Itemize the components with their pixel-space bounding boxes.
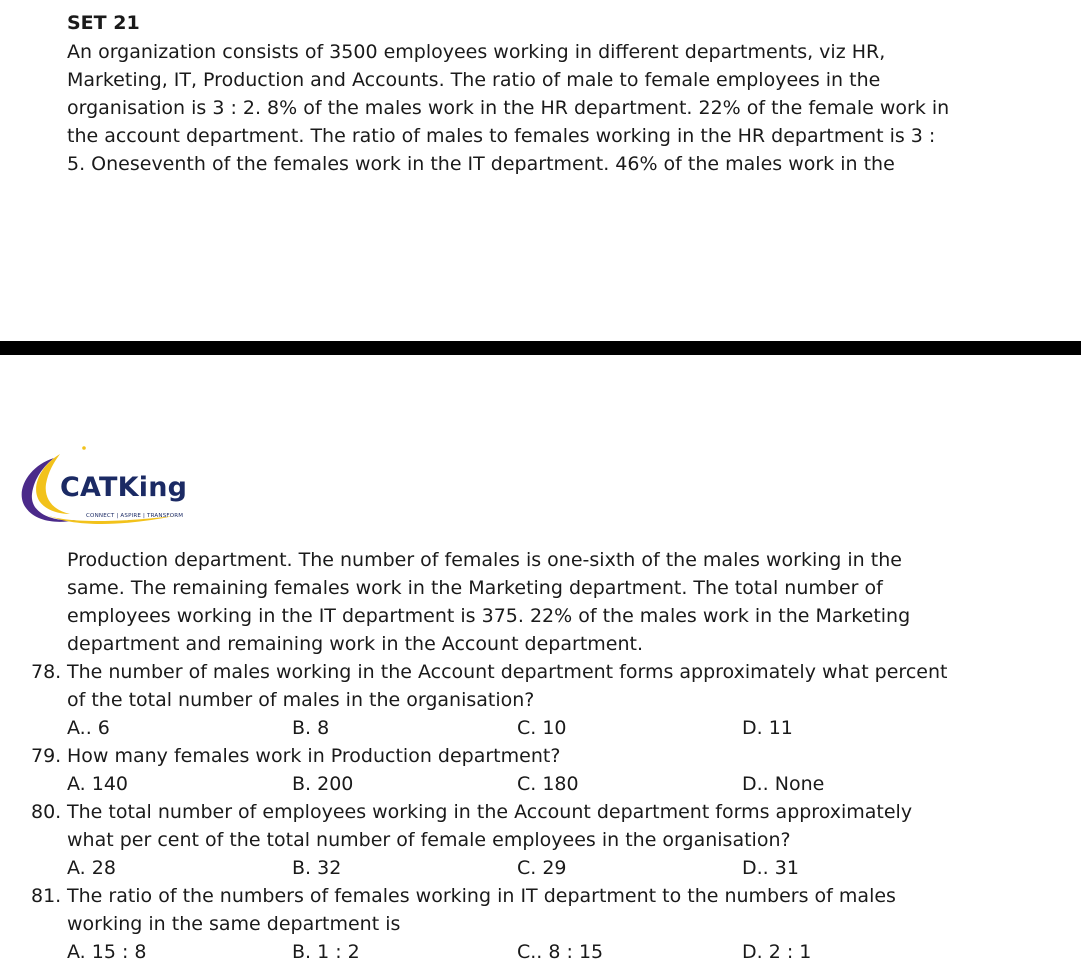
passage-line: employees working in the IT department is 375. 22% of the males work in the Marketing [67, 605, 911, 627]
option-a: A. 15 : 8 [67, 941, 147, 963]
option-b: B. 1 : 2 [292, 941, 360, 963]
question-number: 78. [31, 661, 62, 683]
option-a: A. 140 [67, 773, 129, 795]
passage-line: organisation is 3 : 2. 8% of the males work in the HR department. 22% of the female work in [67, 97, 950, 119]
passage-line: same. The remaining females work in the Marketing department. The total number of [67, 577, 883, 599]
passage-line: 5. Oneseventh of the females work in the IT department. 46% of the males work in the [67, 153, 895, 175]
question-text: How many females work in Production department? [67, 745, 561, 767]
option-d: D. 2 : 1 [742, 941, 812, 963]
passage-line: department and remaining work in the Account department. [67, 633, 644, 655]
passage-line: An organization consists of 3500 employees working in different departments, viz HR, [67, 41, 886, 63]
page-divider-bar [0, 341, 1081, 355]
option-c: C. 29 [517, 857, 567, 879]
set-title: SET 21 [67, 12, 140, 34]
catking-logo [14, 444, 214, 530]
option-a: A. 28 [67, 857, 116, 879]
passage-line: Marketing, IT, Production and Accounts. The ratio of male to female employees in the [67, 69, 881, 91]
passage-part2 [67, 546, 910, 658]
question-text: The ratio of the numbers of females working in IT department to the numbers of males [67, 885, 896, 907]
question-text: what per cent of the total number of female employees in the organisation? [67, 829, 791, 851]
option-d: D. 11 [742, 717, 793, 739]
passage-part1 [67, 38, 949, 178]
question-text: working in the same department is [67, 913, 401, 935]
question-number: 81. [31, 885, 62, 907]
option-c: C.. 8 : 15 [517, 941, 604, 963]
option-b: B. 200 [292, 773, 354, 795]
option-a: A.. 6 [67, 717, 110, 739]
question-number: 80. [31, 801, 62, 823]
passage-line: the account department. The ratio of males to females working in the HR department is 3 : [67, 125, 936, 147]
question-number: 79. [31, 745, 62, 767]
question-text: The total number of employees working in the Account department forms approximately [67, 801, 913, 823]
option-c: C. 180 [517, 773, 579, 795]
logo-brand-text: CATKing [60, 472, 188, 503]
question-text: The number of males working in the Account department forms approximately what percent [67, 661, 948, 683]
option-c: C. 10 [517, 717, 567, 739]
logo-tagline: CONNECT | ASPIRE | TRANSFORM [86, 513, 184, 519]
passage-line: Production department. The number of females is one-sixth of the males working in the [67, 549, 902, 571]
option-b: B. 32 [292, 857, 342, 879]
option-d: D.. 31 [742, 857, 799, 879]
question-text: of the total number of males in the organisation? [67, 689, 535, 711]
option-b: B. 8 [292, 717, 330, 739]
option-d: D.. None [742, 773, 825, 795]
